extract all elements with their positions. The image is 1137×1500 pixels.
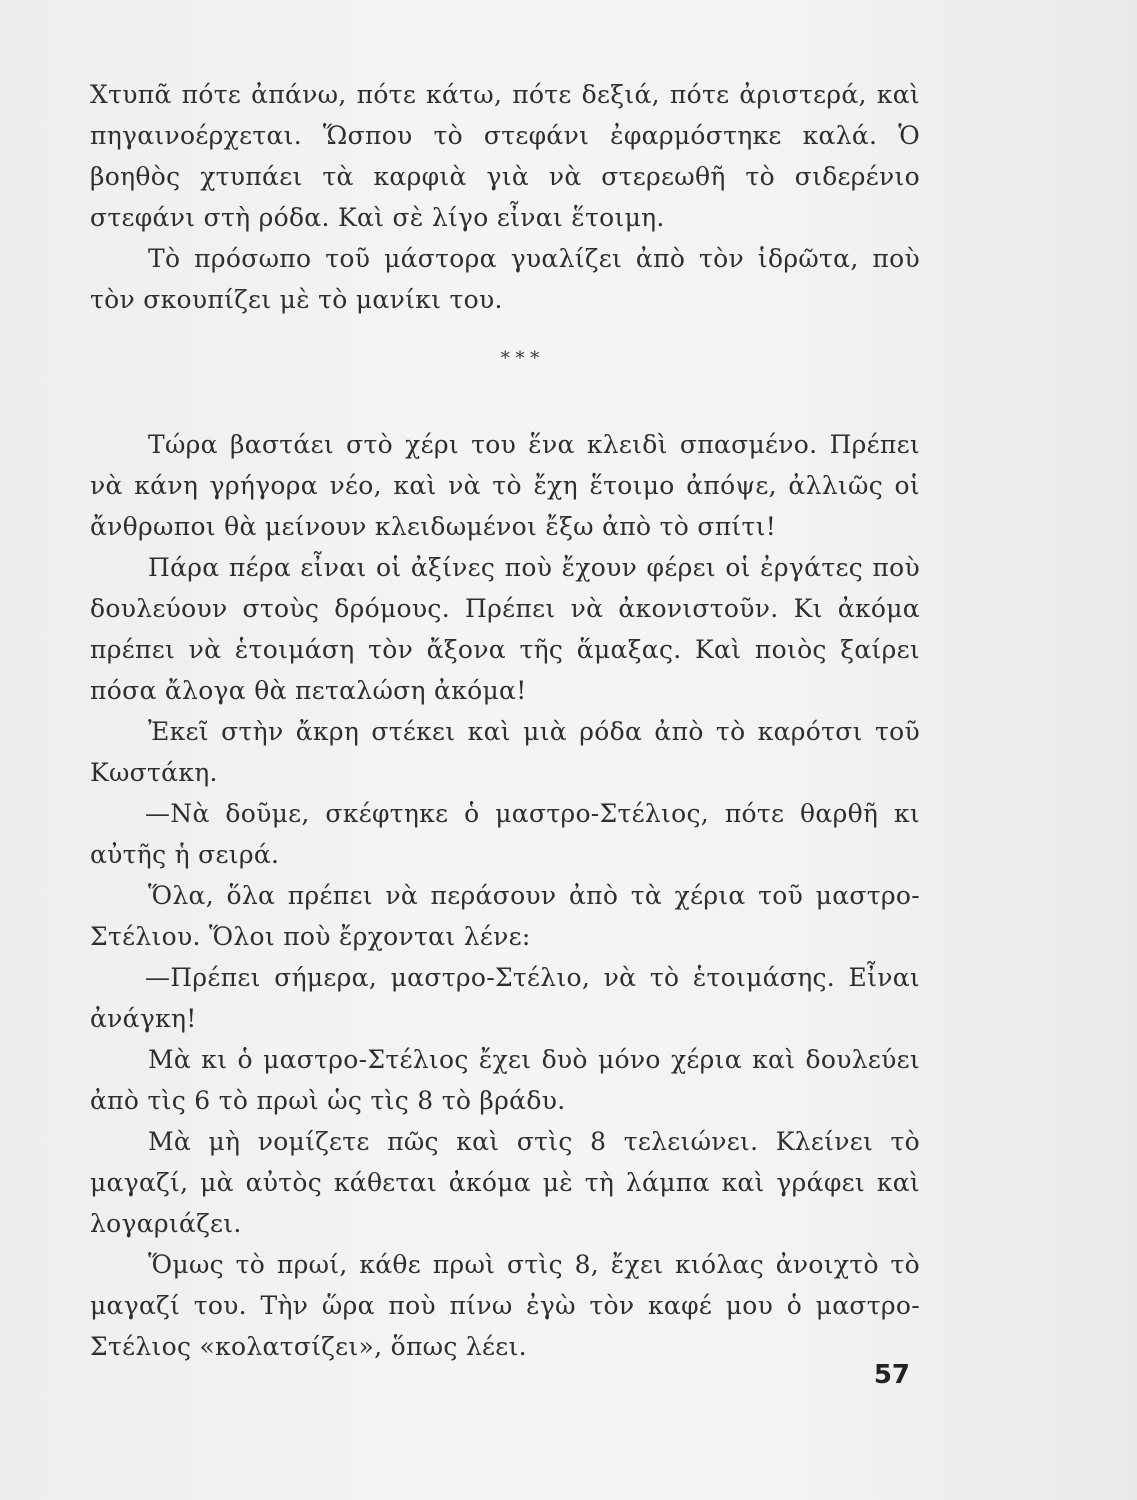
paragraph: Χτυπᾶ πότε ἀπάνω, πότε κάτω, πότε δεξιά, πότε ἀριστερά, καὶ πηγαινοέρχεται. Ὥσπου τὸ στεφάνι ἐφαρμόστηκε καλά. Ὁ βοηθὸς χτυπάει τὰ καρφιὰ γιὰ νὰ στερεωθῆ τὸ σιδερένιο στεφάνι στὴ ρόδα. Καὶ σὲ λίγο εἶναι ἕτοιμη. — [90, 80, 920, 232]
paragraph: Ὅμως τὸ πρωί, κάθε πρωὶ στὶς 8, ἔχει κιόλας ἀνοιχτὸ τὸ μαγαζί του. Τὴν ὥρα ποὺ πίνω ἐγὼ τὸν καφέ μου ὁ μαστρο-Στέλιος «κολατσίζει», ὅπως λέει. — [90, 1250, 920, 1361]
page-number: 57 — [873, 1360, 910, 1390]
paragraph: Μὰ κι ὁ μαστρο-Στέλιος ἔχει δυὸ μόνο χέρια καὶ δουλεύει ἀπὸ τὶς 6 τὸ πρωὶ ὡς τὶς 8 τὸ βράδυ. — [90, 1045, 920, 1115]
dialogue-paragraph: —Πρέπει σήμερα, μαστρο-Στέλιο, νὰ τὸ ἑτοιμάσης. Εἶναι ἀνάγκη! — [90, 963, 920, 1033]
paragraph: Τώρα βαστάει στὸ χέρι του ἕνα κλειδὶ σπασμένο. Πρέπει νὰ κάνη γρήγορα νέο, καὶ νὰ τὸ ἔχη ἕτοιμο ἀπόψε, ἀλλιῶς οἱ ἄνθρωποι θὰ μείνουν κλειδωμένοι ἔξω ἀπὸ τὸ σπίτι! — [90, 430, 920, 541]
text-section-top — [90, 74, 920, 320]
paragraph: Μὰ μὴ νομίζετε πῶς καὶ στὶς 8 τελειώνει. Κλείνει τὸ μαγαζί, μὰ αὐτὸς κάθεται ἀκόμα μὲ τὴ λάμπα καὶ γράφει καὶ λογαριάζει. — [90, 1127, 920, 1238]
paragraph: Ἐκεῖ στὴν ἄκρη στέκει καὶ μιὰ ρόδα ἀπὸ τὸ καρότσι τοῦ Κωστάκη. — [90, 717, 920, 787]
paragraph: Ὅλα, ὅλα πρέπει νὰ περάσουν ἀπὸ τὰ χέρια τοῦ μαστρο-Στέλιου. Ὅλοι ποὺ ἔρχονται λένε: — [90, 881, 920, 951]
paragraph: Πάρα πέρα εἶναι οἱ ἀξίνες ποὺ ἔχουν φέρει οἱ ἐργάτες ποὺ δουλεύουν στοὺς δρόμους. Πρέπει νὰ ἀκονιστοῦν. Κι ἀκόμα πρέπει νὰ ἑτοιμάση τὸν ἄξονα τῆς ἅμαξας. Καὶ ποιὸς ξαίρει πόσα ἄλογα θὰ πεταλώση ἀκόμα! — [90, 553, 920, 705]
text-section-bottom — [90, 424, 920, 1367]
dialogue-paragraph: —Νὰ δοῦμε, σκέφτηκε ὁ μαστρο-Στέλιος, πότε θαρθῆ κι αὐτῆς ἡ σειρά. — [90, 799, 920, 869]
paragraph: Τὸ πρόσωπο τοῦ μάστορα γυαλίζει ἀπὸ τὸν ἱδρῶτα, ποὺ τὸν σκουπίζει μὲ τὸ μανίκι του. — [90, 244, 920, 314]
section-divider-asterism: * * * — [500, 348, 540, 369]
